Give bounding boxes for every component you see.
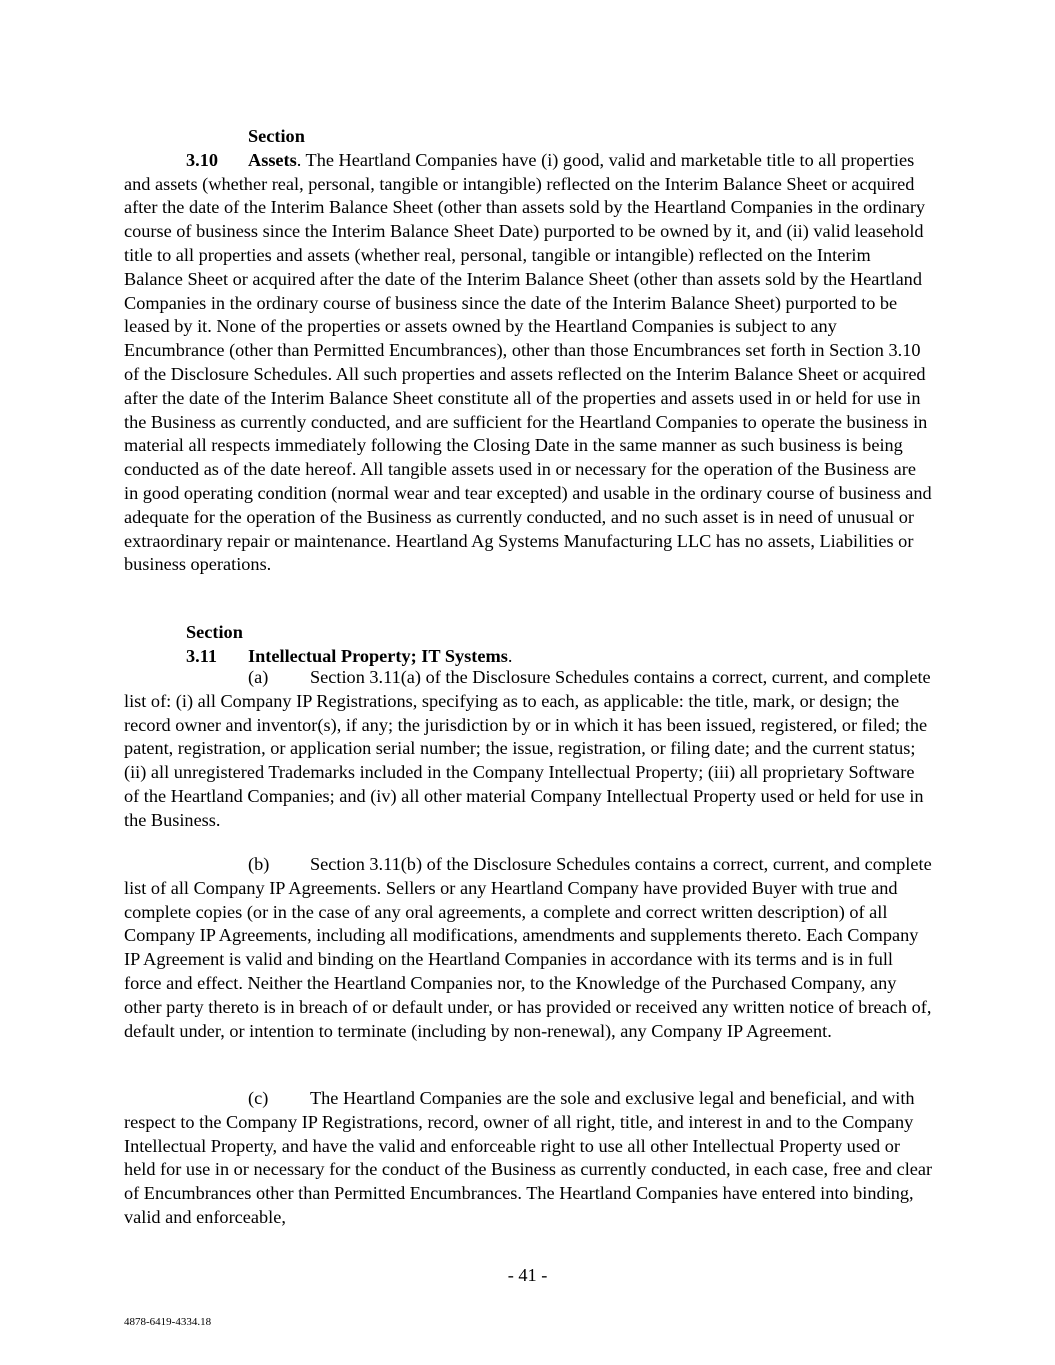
subsection-c [124,1087,934,1230]
section-number: Section 3.11 [186,622,243,666]
section-number: Section 3.10 [186,126,305,170]
subsection-b [124,853,934,1043]
section-3-11-heading [124,621,934,669]
section-3-10-paragraph [124,125,934,577]
subsection-text: Section 3.11(a) of the Disclosure Schedules contains a correct, current, and complete list of: (i) all Company IP Registrations, specifying as to each, as applicable: the title, mark, or design; the record owner and inventor(s), if any; the jurisdiction by or in which it has been issued, registered, or filed; the patent, registration, or application serial number; the issue, registration, or filing date; and the current status; (ii) all unregistered Trademarks included in the Company Intellectual Property; (iii) all proprietary Software of the Heartland Companies; and (iv) all other material Company Intellectual Property used or held for use in the Business. [124,667,931,830]
subsection-a [124,666,934,833]
subsection-label: (b) [248,854,270,874]
subsection-text: The Heartland Companies are the sole and exclusive legal and beneficial, and with respect to the Company IP Registrations, record, owner of all right, title, and interest in and to the Company Intellectual Property, and have the valid and enforceable right to use all other Intellectual Property used or held for use in or necessary for the conduct of the Business as currently conducted, in each case, free and clear of Encumbrances other than Permitted Encumbrances. The Heartland Companies have entered into binding, valid and enforceable, [124,1088,933,1227]
document-id: 4878-6419-4334.18 [124,1316,212,1328]
page-number: - 41 - [507,1265,548,1285]
section-body: . The Heartland Companies have (i) good, valid and marketable title to all properties and assets (whether real, personal, tangible or intangible) reflected on the Interim Balance Sheet or acquired after the date of the Interim Balance Sheet (other than assets sold by the Heartland Companies in the ordinary course of business since the Interim Balance Sheet Date) purported to be owned by it, and (ii) valid leasehold title to all properties and assets (whether real, personal, tangible or intangible) reflected on the Interim Balance Sheet or acquired after the date of the Interim Balance Sheet (other than assets sold by the Heartland Companies in the ordinary course of business since the date of the Interim Balance Sheet) purported to be leased by it. None of the properties or assets owned by the Heartland Companies is subject to any Encumbrance (other than Permitted Encumbrances), other than those Encumbrances set forth in Section 3.10 of the Disclosure Schedules. All such properties and assets reflected on the Interim Balance Sheet or acquired after the date of the Interim Balance Sheet constitute all of the properties and assets used in or held for use in the Business as currently conducted, and are sufficient for the Heartland Companies to operate the business in material all respects immediately following the Closing Date in the same manner as such business is being conducted as of the date hereof. All tangible assets used in or necessary for the operation of the Business are in good operating condition (normal wear and tear excepted) and usable in the ordinary course of business and adequate for the operation of the Business as currently conducted, and no such asset is in need of unusual or extraordinary repair or maintenance. Heartland Ag Systems Manufacturing LLC has no assets, Liabilities or business operations. [124,149,932,575]
section-title: Intellectual Property; IT Systems [248,645,508,666]
section-title-suffix: . [507,645,513,666]
section-3-10 [124,125,934,577]
subsection-label: (c) [248,1088,269,1108]
subsection-text: Section 3.11(b) of the Disclosure Schedules contains a correct, current, and complete list of all Company IP Agreements. Sellers or any Heartland Company have provided Buyer with true and complete copies (or in the case of any oral agreements, a complete and correct written description) of all Company IP Agreements, including all modifications, amendments and supplements thereto. Each Company IP Agreement is valid and binding on the Heartland Companies in accordance with its terms and is in full force and effect. Neither the Heartland Companies nor, to the Knowledge of the Purchased Company, any other party thereto is in breach of or default under, or has provided or received any written notice of breach of, default under, or intention to terminate (including by non-renewal), any Company IP Agreement. [124,854,932,1041]
subsection-label: (a) [248,667,269,687]
section-title: Assets [248,149,297,170]
